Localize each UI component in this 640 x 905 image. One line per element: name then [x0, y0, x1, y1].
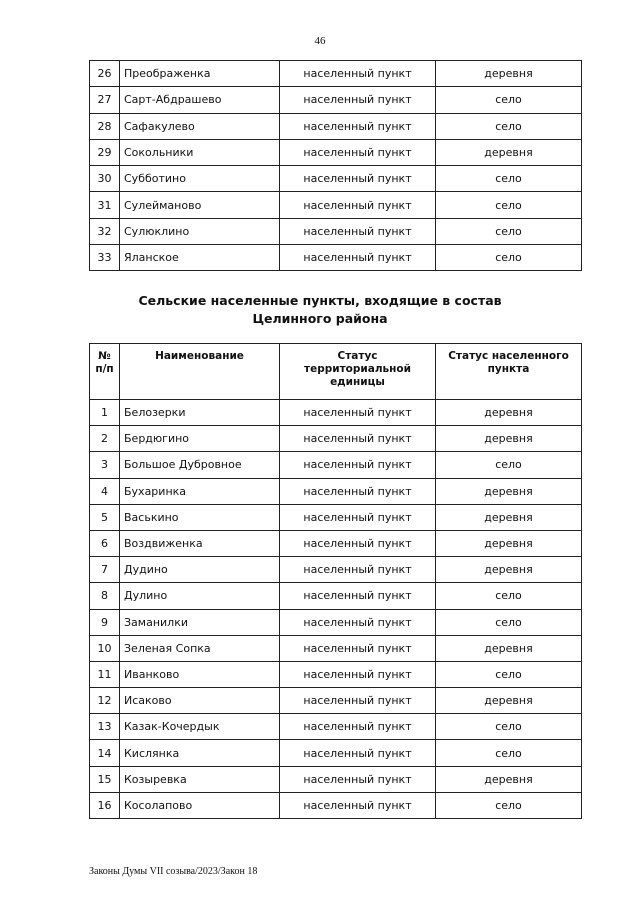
row-number: 16	[90, 792, 120, 818]
settlement-status: деревня	[436, 426, 582, 452]
territorial-status: населенный пункт	[280, 113, 436, 139]
settlement-name: Воздвиженка	[120, 530, 280, 556]
territorial-status: населенный пункт	[280, 400, 436, 426]
settlement-status: деревня	[436, 478, 582, 504]
table-row	[90, 452, 582, 478]
settlement-name: Сулейманово	[120, 192, 280, 218]
settlement-status: село	[436, 192, 582, 218]
header-territorial-status: Статус территориальной единицы	[280, 344, 436, 400]
section-title-line-2: Целинного района	[252, 311, 388, 326]
row-number: 4	[90, 478, 120, 504]
settlement-status: село	[436, 609, 582, 635]
settlement-name: Косолапово	[120, 792, 280, 818]
settlement-status: село	[436, 166, 582, 192]
tselinny-settlements-table-body	[90, 400, 582, 819]
header-number: № п/п	[90, 344, 120, 400]
table-row	[90, 766, 582, 792]
table-header-row	[90, 344, 582, 400]
settlements-table-continued-body	[90, 61, 582, 271]
settlement-status: деревня	[436, 504, 582, 530]
territorial-status: населенный пункт	[280, 766, 436, 792]
settlement-status: село	[436, 245, 582, 271]
settlement-name: Сулюклино	[120, 218, 280, 244]
row-number: 3	[90, 452, 120, 478]
territorial-status: населенный пункт	[280, 740, 436, 766]
territorial-status: населенный пункт	[280, 192, 436, 218]
table-row	[90, 714, 582, 740]
territorial-status: населенный пункт	[280, 714, 436, 740]
settlement-name: Исаково	[120, 688, 280, 714]
settlement-status: деревня	[436, 139, 582, 165]
table-row	[90, 583, 582, 609]
row-number: 13	[90, 714, 120, 740]
settlement-name: Иванково	[120, 661, 280, 687]
row-number: 28	[90, 113, 120, 139]
territorial-status: населенный пункт	[280, 245, 436, 271]
row-number: 6	[90, 530, 120, 556]
settlement-status: деревня	[436, 61, 582, 87]
settlement-status: деревня	[436, 530, 582, 556]
row-number: 30	[90, 166, 120, 192]
tselinny-settlements-table	[89, 343, 582, 819]
row-number: 10	[90, 635, 120, 661]
settlement-status: село	[436, 714, 582, 740]
settlement-status: село	[436, 87, 582, 113]
section-title-line-1: Сельские населенные пункты, входящие в состав	[138, 293, 502, 308]
settlement-name: Козыревка	[120, 766, 280, 792]
settlement-name: Субботино	[120, 166, 280, 192]
settlement-status: деревня	[436, 557, 582, 583]
table-row	[90, 192, 582, 218]
document-footer: Законы Думы VII созыва/2023/Закон 18	[89, 866, 258, 877]
settlement-status: село	[436, 218, 582, 244]
settlement-name: Преображенка	[120, 61, 280, 87]
row-number: 9	[90, 609, 120, 635]
section-title	[0, 292, 640, 328]
table-row	[90, 87, 582, 113]
row-number: 5	[90, 504, 120, 530]
territorial-status: населенный пункт	[280, 557, 436, 583]
table-row	[90, 478, 582, 504]
row-number: 33	[90, 245, 120, 271]
row-number: 11	[90, 661, 120, 687]
table-row	[90, 218, 582, 244]
table-row	[90, 245, 582, 271]
settlement-name: Большое Дубровное	[120, 452, 280, 478]
territorial-status: населенный пункт	[280, 87, 436, 113]
territorial-status: населенный пункт	[280, 530, 436, 556]
settlement-status: село	[436, 583, 582, 609]
table-row	[90, 113, 582, 139]
territorial-status: населенный пункт	[280, 635, 436, 661]
settlement-name: Дулино	[120, 583, 280, 609]
territorial-status: населенный пункт	[280, 452, 436, 478]
territorial-status: населенный пункт	[280, 139, 436, 165]
settlement-status: село	[436, 452, 582, 478]
territorial-status: населенный пункт	[280, 478, 436, 504]
territorial-status: населенный пункт	[280, 218, 436, 244]
table-row	[90, 635, 582, 661]
header-settlement-status: Статус населенного пункта	[436, 344, 582, 400]
settlement-name: Яланское	[120, 245, 280, 271]
row-number: 27	[90, 87, 120, 113]
row-number: 8	[90, 583, 120, 609]
row-number: 31	[90, 192, 120, 218]
settlement-status: деревня	[436, 635, 582, 661]
territorial-status: населенный пункт	[280, 426, 436, 452]
table-row	[90, 688, 582, 714]
table-row	[90, 426, 582, 452]
table-row	[90, 61, 582, 87]
settlement-status: село	[436, 661, 582, 687]
table-row	[90, 139, 582, 165]
settlement-name: Заманилки	[120, 609, 280, 635]
territorial-status: населенный пункт	[280, 609, 436, 635]
settlement-name: Сарт-Абдрашево	[120, 87, 280, 113]
settlement-name: Дудино	[120, 557, 280, 583]
table-row	[90, 661, 582, 687]
table-row	[90, 504, 582, 530]
row-number: 2	[90, 426, 120, 452]
table-row	[90, 400, 582, 426]
settlement-name: Белозерки	[120, 400, 280, 426]
settlement-name: Бердюгино	[120, 426, 280, 452]
table-row	[90, 530, 582, 556]
territorial-status: населенный пункт	[280, 792, 436, 818]
territorial-status: населенный пункт	[280, 583, 436, 609]
table-row	[90, 792, 582, 818]
row-number: 15	[90, 766, 120, 792]
settlement-name: Сафакулево	[120, 113, 280, 139]
row-number: 12	[90, 688, 120, 714]
settlement-status: село	[436, 113, 582, 139]
row-number: 7	[90, 557, 120, 583]
table-row	[90, 166, 582, 192]
settlements-table-continued	[89, 60, 582, 271]
settlement-status: село	[436, 740, 582, 766]
page-number: 46	[314, 35, 326, 47]
settlement-name: Васькино	[120, 504, 280, 530]
settlement-name: Сокольники	[120, 139, 280, 165]
territorial-status: населенный пункт	[280, 166, 436, 192]
territorial-status: населенный пункт	[280, 661, 436, 687]
territorial-status: населенный пункт	[280, 504, 436, 530]
header-name: Наименование	[120, 344, 280, 400]
table-row	[90, 740, 582, 766]
table-row	[90, 609, 582, 635]
settlement-status: деревня	[436, 766, 582, 792]
row-number: 14	[90, 740, 120, 766]
row-number: 29	[90, 139, 120, 165]
table-row	[90, 557, 582, 583]
settlement-status: деревня	[436, 688, 582, 714]
row-number: 26	[90, 61, 120, 87]
settlement-status: деревня	[436, 400, 582, 426]
settlement-status: село	[436, 792, 582, 818]
row-number: 32	[90, 218, 120, 244]
settlement-name: Казак-Кочердык	[120, 714, 280, 740]
territorial-status: населенный пункт	[280, 61, 436, 87]
settlement-name: Бухаринка	[120, 478, 280, 504]
settlement-name: Кислянка	[120, 740, 280, 766]
settlement-name: Зеленая Сопка	[120, 635, 280, 661]
row-number: 1	[90, 400, 120, 426]
territorial-status: населенный пункт	[280, 688, 436, 714]
